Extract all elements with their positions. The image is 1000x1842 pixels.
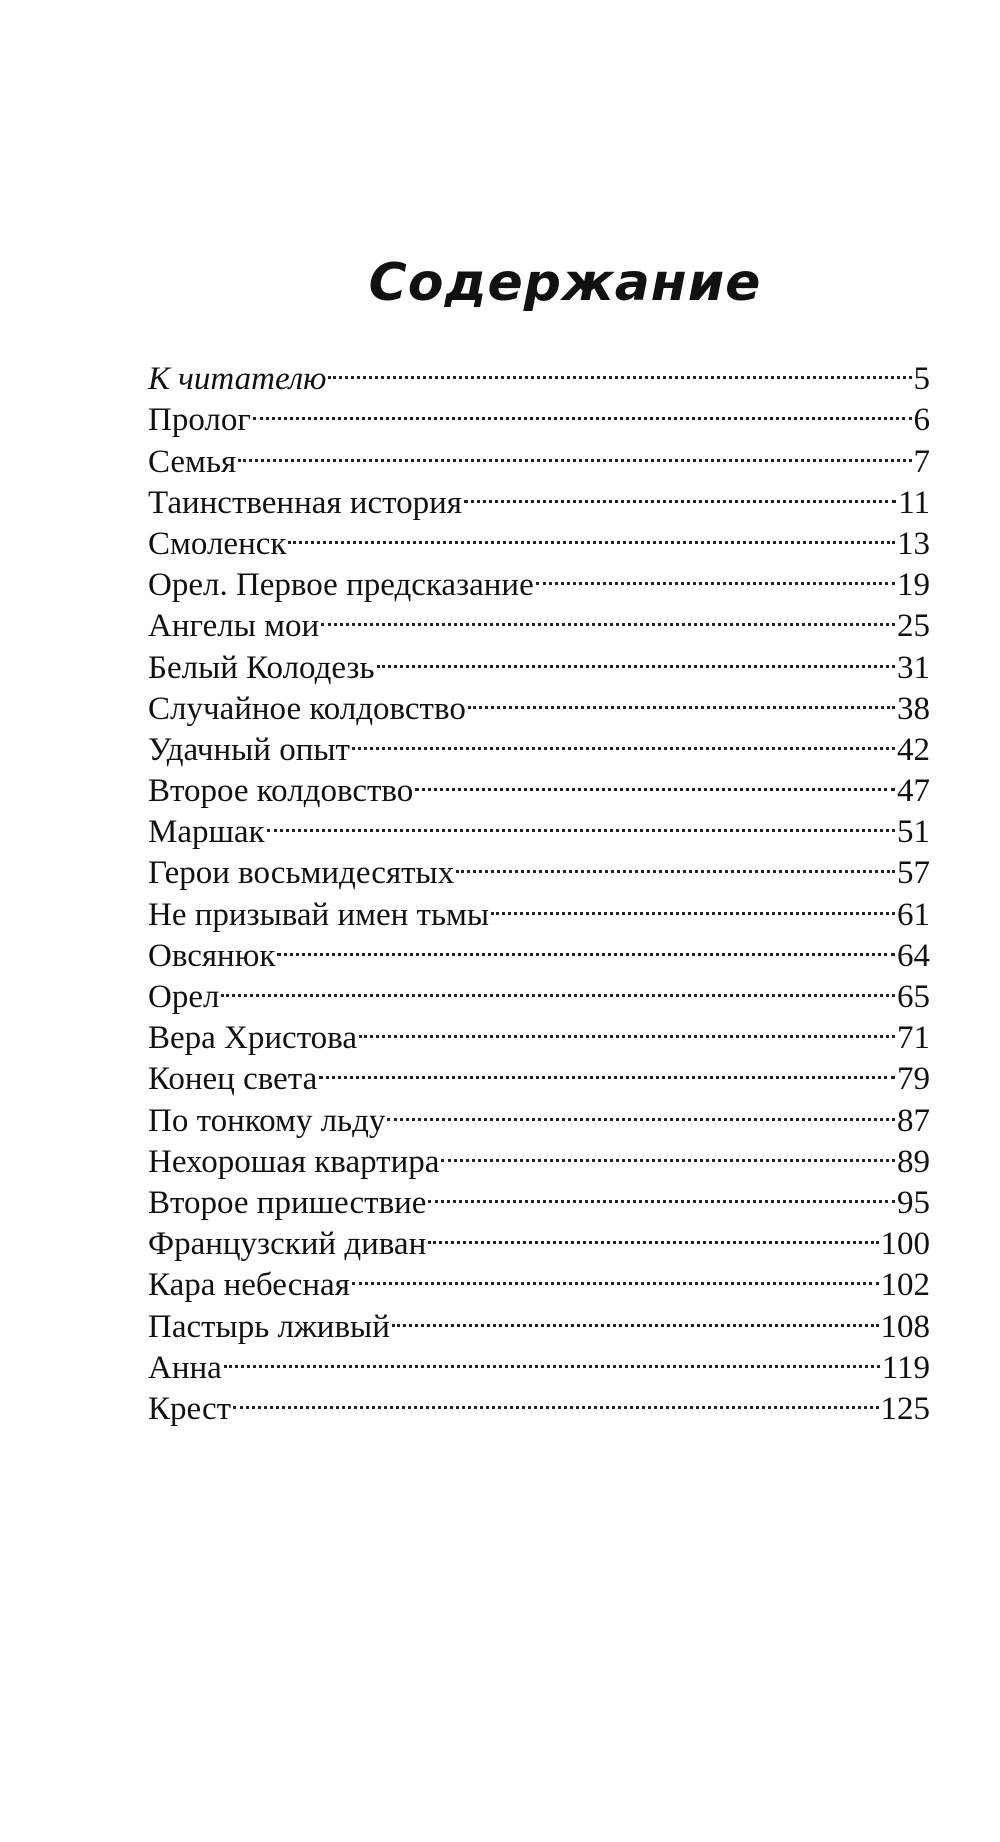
toc-entry [148, 1378, 930, 1427]
dot-leader [319, 1048, 895, 1089]
toc-entry-page-number: 7 [913, 443, 930, 480]
toc-entry-title: Французский диван [148, 1226, 427, 1263]
dot-leader [267, 801, 895, 842]
toc-entry [148, 348, 930, 398]
dot-leader [224, 1337, 880, 1378]
dot-leader [428, 1213, 878, 1254]
toc-entry-page-number: 19 [897, 567, 930, 604]
toc-entry-page-number: 38 [897, 690, 930, 727]
dot-leader [288, 513, 895, 554]
toc-entry-page-number: 87 [897, 1102, 930, 1139]
toc-entry-title: Случайное колдовство [148, 690, 466, 727]
dot-leader [441, 1131, 895, 1172]
toc-entry-title: Белый Колодезь [148, 649, 375, 686]
dot-leader [392, 1295, 879, 1336]
toc-entry-title: Семья [148, 443, 237, 480]
toc-entry-title: Конец света [148, 1061, 318, 1098]
dot-leader [456, 842, 895, 883]
toc-entry [148, 1337, 930, 1386]
dot-leader [428, 1172, 895, 1213]
toc-entry-page-number: 102 [880, 1267, 930, 1304]
toc-entry-page-number: 5 [913, 361, 930, 398]
dot-leader [238, 430, 911, 471]
toc-entry-title: Таинственная история [148, 484, 462, 521]
toc-entry-title: Не призывай имен тьмы [148, 896, 490, 933]
dot-leader [359, 1007, 895, 1048]
toc-entry [148, 389, 930, 439]
toc-entry-page-number: 25 [897, 608, 930, 645]
toc-entry-page-number: 6 [913, 402, 930, 439]
toc-entry [148, 1007, 930, 1057]
toc-entry-title: Вера Христова [148, 1020, 357, 1057]
toc-entry-page-number: 89 [897, 1143, 930, 1180]
dot-leader [387, 1089, 895, 1130]
toc-entry-page-number: 13 [897, 525, 930, 562]
dot-leader [491, 883, 895, 924]
toc-entry-title: Второе пришествие [148, 1184, 427, 1221]
toc-entry-title: Нехорошая квартира [148, 1143, 440, 1180]
toc-entry-title: Смоленск [148, 525, 287, 562]
toc-entry-title: Анна [148, 1349, 222, 1386]
dot-leader [328, 348, 911, 389]
dot-leader [277, 925, 895, 966]
dot-leader [352, 719, 895, 760]
toc-entry-page-number: 42 [897, 731, 930, 768]
contents-heading: Содержание [368, 253, 762, 313]
toc-entry-title: Маршак [148, 814, 265, 851]
dot-leader [536, 554, 895, 595]
dot-leader [253, 389, 912, 430]
toc-entry [148, 472, 930, 521]
toc-entry-page-number: 51 [897, 814, 930, 851]
toc-entry-title: Герои восьмидесятых [148, 855, 455, 892]
toc-entry-title: Орел. Первое предсказание [148, 567, 534, 604]
toc-entry-title: Второе колдовство [148, 773, 414, 810]
dot-leader [468, 678, 895, 719]
toc-entry-title: Крест [148, 1390, 232, 1427]
dot-leader [233, 1378, 878, 1419]
toc-entry-title: Ангелы мои [148, 608, 320, 645]
toc-entry-page-number: 108 [880, 1308, 930, 1345]
toc-entry-title: По тонкому льду [148, 1102, 386, 1139]
toc-entry-page-number: 31 [897, 649, 930, 686]
table-of-contents [148, 348, 930, 1427]
toc-entry-title: Удачный опыт [148, 731, 350, 768]
toc-entry-page-number: 64 [897, 937, 930, 974]
toc-entry-title: Овсянюк [148, 937, 276, 974]
toc-entry-page-number: 71 [897, 1020, 930, 1057]
dot-leader [221, 966, 895, 1007]
toc-entry-title: Пастырь лживый [148, 1308, 390, 1345]
toc-entry-page-number: 100 [880, 1226, 930, 1263]
toc-entry-page-number: 95 [897, 1184, 930, 1221]
toc-entry-page-number: 79 [897, 1061, 930, 1098]
dot-leader [464, 472, 896, 513]
toc-entry [148, 842, 930, 892]
dot-leader [321, 595, 895, 636]
toc-entry-page-number: 11 [898, 484, 930, 521]
dot-leader [377, 636, 895, 677]
dot-leader [415, 760, 895, 801]
toc-entry-page-number: 61 [897, 896, 930, 933]
dot-leader [352, 1254, 879, 1295]
toc-entry-title: Орел [148, 979, 220, 1015]
toc-entry-page-number: 47 [897, 773, 930, 810]
toc-entry-page-number: 119 [881, 1349, 930, 1386]
toc-entry-page-number: 57 [897, 855, 930, 892]
toc-entry-title: К читателю [148, 361, 327, 398]
toc-entry-page-number: 65 [897, 979, 930, 1015]
toc-entry-page-number: 125 [880, 1390, 930, 1427]
toc-entry [148, 430, 930, 480]
toc-entry [148, 966, 930, 1015]
toc-entry-title: Пролог [148, 402, 251, 439]
toc-entry-title: Кара небесная [148, 1267, 350, 1304]
